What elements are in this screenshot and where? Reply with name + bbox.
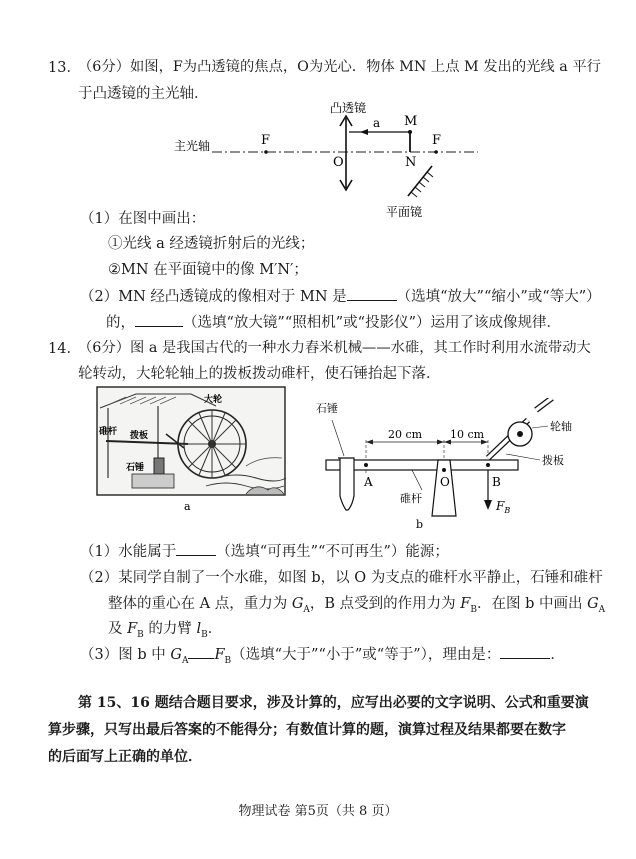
q14-answer-blank-1[interactable] <box>176 541 216 556</box>
ray-label: a <box>373 116 381 130</box>
q13-answer-blank-1[interactable] <box>347 286 397 301</box>
q14-stem-line2: 轮转动，大轮轮轴上的拨板拨动碓杆，使石锤抬起下落． <box>78 366 441 382</box>
fig-b-hammer-label: 石锤 <box>316 402 338 415</box>
fig-b-force-label: $F_B$ <box>496 499 511 515</box>
q14-part1-prefix: （1）水能属于 <box>80 544 177 560</box>
fig-b-dist2-label: 10 cm <box>450 428 485 441</box>
q14-part1 <box>80 540 449 561</box>
q13-stem-line2: 于凸透镜的主光轴． <box>78 86 209 102</box>
q14-part3: （3）图 b 中 $G_A$ $F_B$（选填“大于”“小于”或“等于”），理由是： ． <box>80 643 565 666</box>
focus-left-label: F <box>261 133 271 148</box>
fig-a-lever-label: 碓杆 <box>99 427 118 437</box>
fig-b-caption: b <box>416 518 424 530</box>
q14-part2-line2: 整体的重心在 A 点，重力为 $G_A$，B 点受到的作用力为 $F_B$．在图 b 中画出 $G_A$ <box>108 596 606 615</box>
instructions-line2: 算步骤，只写出最后答案的不能得分；有数值计算的题，演算过程及结果都要在数字 <box>48 722 566 738</box>
q14-part2-line3: 及 $F_B$ 的力臂 $l_B$． <box>108 621 223 640</box>
q14-part2-line1: （2）某同学自制了一个水碓，如图 b，以 O 为支点的碓杆水平静止，石锤和碓杆 <box>80 570 603 586</box>
fig-b-point-b-label: B <box>492 475 501 489</box>
q14-number: 14． <box>48 341 81 357</box>
q13-part2-line2 <box>106 311 561 332</box>
page-footer: 物理试卷 第5页（共 8 页） <box>238 804 398 819</box>
q14-answer-blank-2[interactable] <box>188 644 214 659</box>
q13-lens-figure <box>160 100 490 230</box>
fig-b-point-o-label: O <box>440 475 450 489</box>
q13-part2-line2-prefix: 的， <box>106 315 135 331</box>
fig-a-big-wheel-label: 大轮 <box>204 395 223 405</box>
instructions-line3: 的后面写上正确的单位． <box>48 749 202 765</box>
q13-answer-blank-2[interactable] <box>135 312 183 327</box>
q14-answer-blank-3[interactable] <box>500 644 550 659</box>
q13-part1: （1）在图中画出： <box>80 211 206 227</box>
q14-stem-line1: （6分）图 a 是我国古代的一种水力舂米机械——水碓，其工作时利用水流带动大 <box>78 340 591 356</box>
fig-a-caption: a <box>184 500 191 512</box>
q13-part2-prefix: （2）MN 经凸透镜成的像相对于 MN 是 <box>80 289 347 305</box>
instructions-line1: 第 15、16 题结合题目要求，涉及计算的，应写出必要的文字说明、公式和重要演 <box>78 695 589 711</box>
q13-part2-suffix: （选填“放大”“缩小”或“等大”） <box>396 289 601 305</box>
center-label: O <box>333 155 344 170</box>
fig-b-dist1-label: 20 cm <box>388 428 423 441</box>
point-n-label: N <box>405 155 417 170</box>
mirror-label: 平面镜 <box>386 205 423 219</box>
q13-number: 13． <box>48 60 81 76</box>
q13-part2-line2-suffix: （选填“放大镜”“照相机”或“投影仪”）运用了该成像规律． <box>183 315 561 331</box>
fig-b-lever-label: 碓杆 <box>400 492 422 505</box>
q13-stem-line1: （6分）如图，F为凸透镜的焦点，O为光心．物体 MN 上点 M 发出的光线 a 平行 <box>78 59 601 75</box>
hammer <box>338 458 354 510</box>
q13-part1b: ②MN 在平面镜中的像 M′N′； <box>108 262 308 278</box>
q14-part1-suffix: （选填“可再生”“不可再生”）能源； <box>216 544 449 560</box>
point-m-label: M <box>404 114 418 129</box>
q14-figure-a <box>96 386 290 512</box>
fig-b-axle-label: 轮轴 <box>550 420 572 433</box>
axis-label: 主光轴 <box>174 139 211 153</box>
q13-part2-line1 <box>80 285 601 306</box>
q14-figure-b <box>316 398 582 530</box>
fig-b-plate-label: 拨板 <box>542 454 564 467</box>
fig-a-plate-label: 拨板 <box>130 431 149 441</box>
lens-label: 凸透镜 <box>330 101 367 115</box>
focus-right-label: F <box>432 133 442 148</box>
q13-part1a: ①光线 a 经透镜折射后的光线； <box>108 236 315 252</box>
fig-b-point-a-label: A <box>364 475 373 489</box>
fig-a-hammer-label: 石锤 <box>126 463 145 473</box>
